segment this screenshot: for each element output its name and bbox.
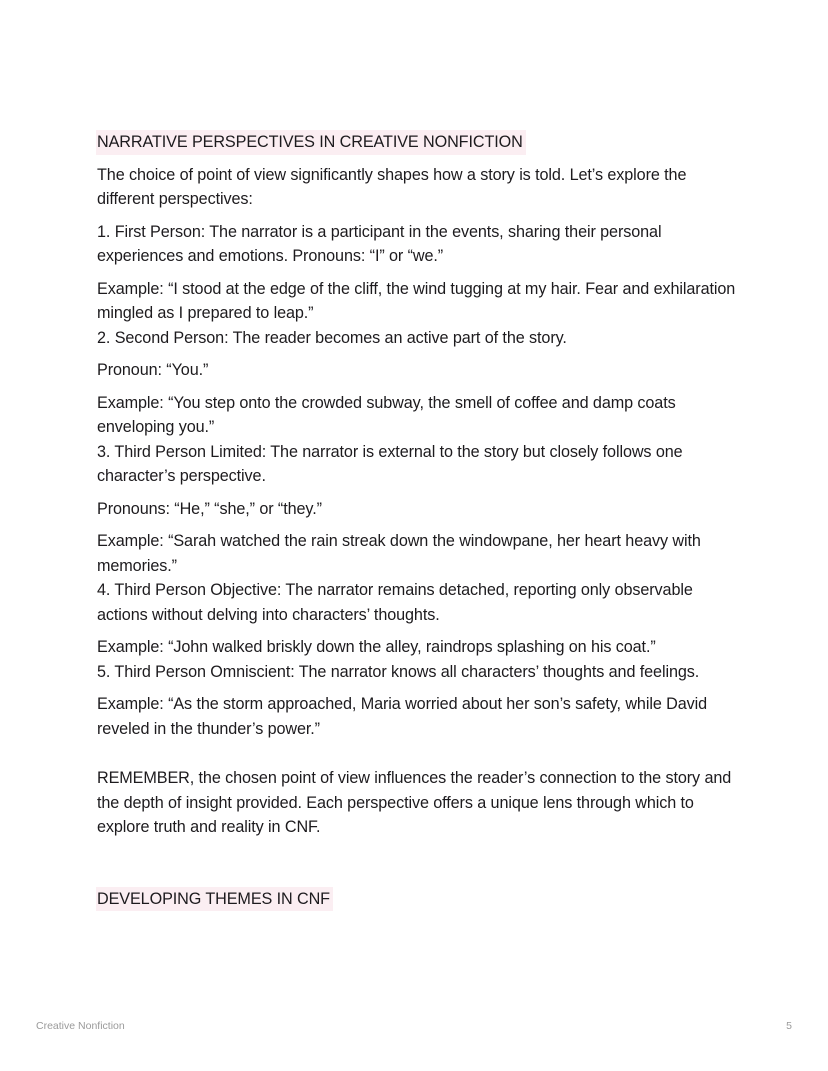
section-heading-developing-themes: DEVELOPING THEMES IN CNF [96, 887, 333, 912]
pronouns-third-person-limited: Pronouns: “He,” “she,” or “they.” [97, 499, 322, 518]
perspective-third-person-objective: 4. Third Person Objective: The narrator remains detached, reporting only observable actions without delving into characters’ thoughts. [97, 581, 693, 624]
section-heading-block [97, 130, 747, 155]
perspective-third-person-omniscient: 5. Third Person Omniscient: The narrator knows all characters’ thoughts and feelings. [97, 662, 700, 681]
example-third-person-objective: Example: “John walked briskly down the alley, raindrops splashing on his coat.” [97, 638, 656, 656]
footer-page-number: 5 [786, 1020, 792, 1032]
pronouns-second-person: Pronoun: “You.” [97, 361, 209, 379]
example-second-person: Example: “You step onto the crowded subway, the smell of coffee and damp coats enveloping you.” [97, 393, 676, 436]
perspective-second-person: 2. Second Person: The reader becomes an active part of the story. [97, 328, 567, 347]
section-heading-narrative-perspectives: NARRATIVE PERSPECTIVES IN CREATIVE NONFICTION [96, 130, 526, 155]
intro-paragraph: The choice of point of view significantly shapes how a story is told. Let’s explore the different perspectives: [97, 165, 687, 208]
remember-paragraph: REMEMBER, the chosen point of view influences the reader’s connection to the story and the depth of insight provided. Each perspective offers a unique lens through which to explore truth and reality in CNF. [97, 769, 732, 836]
example-first-person: Example: “I stood at the edge of the cliff, the wind tugging at my hair. Fear and exhilaration mingled as I prepared to leap.” [97, 279, 736, 322]
example-third-person-omniscient: Example: “As the storm approached, Maria worried about her son’s safety, while David reveled in the thunder’s power.” [97, 695, 708, 738]
perspective-first-person: 1. First Person: The narrator is a participant in the events, sharing their personal experiences and emotions. Pronouns: “I” or “we.” [97, 222, 662, 265]
example-third-person-limited: Example: “Sarah watched the rain streak down the windowpane, her heart heavy with memories.” [97, 532, 701, 575]
perspective-third-person-limited: 3. Third Person Limited: The narrator is external to the story but closely follows one character’s perspective. [97, 442, 683, 485]
page-content [97, 130, 747, 911]
section-heading-block [97, 887, 747, 912]
footer-document-title: Creative Nonfiction [36, 1020, 125, 1032]
